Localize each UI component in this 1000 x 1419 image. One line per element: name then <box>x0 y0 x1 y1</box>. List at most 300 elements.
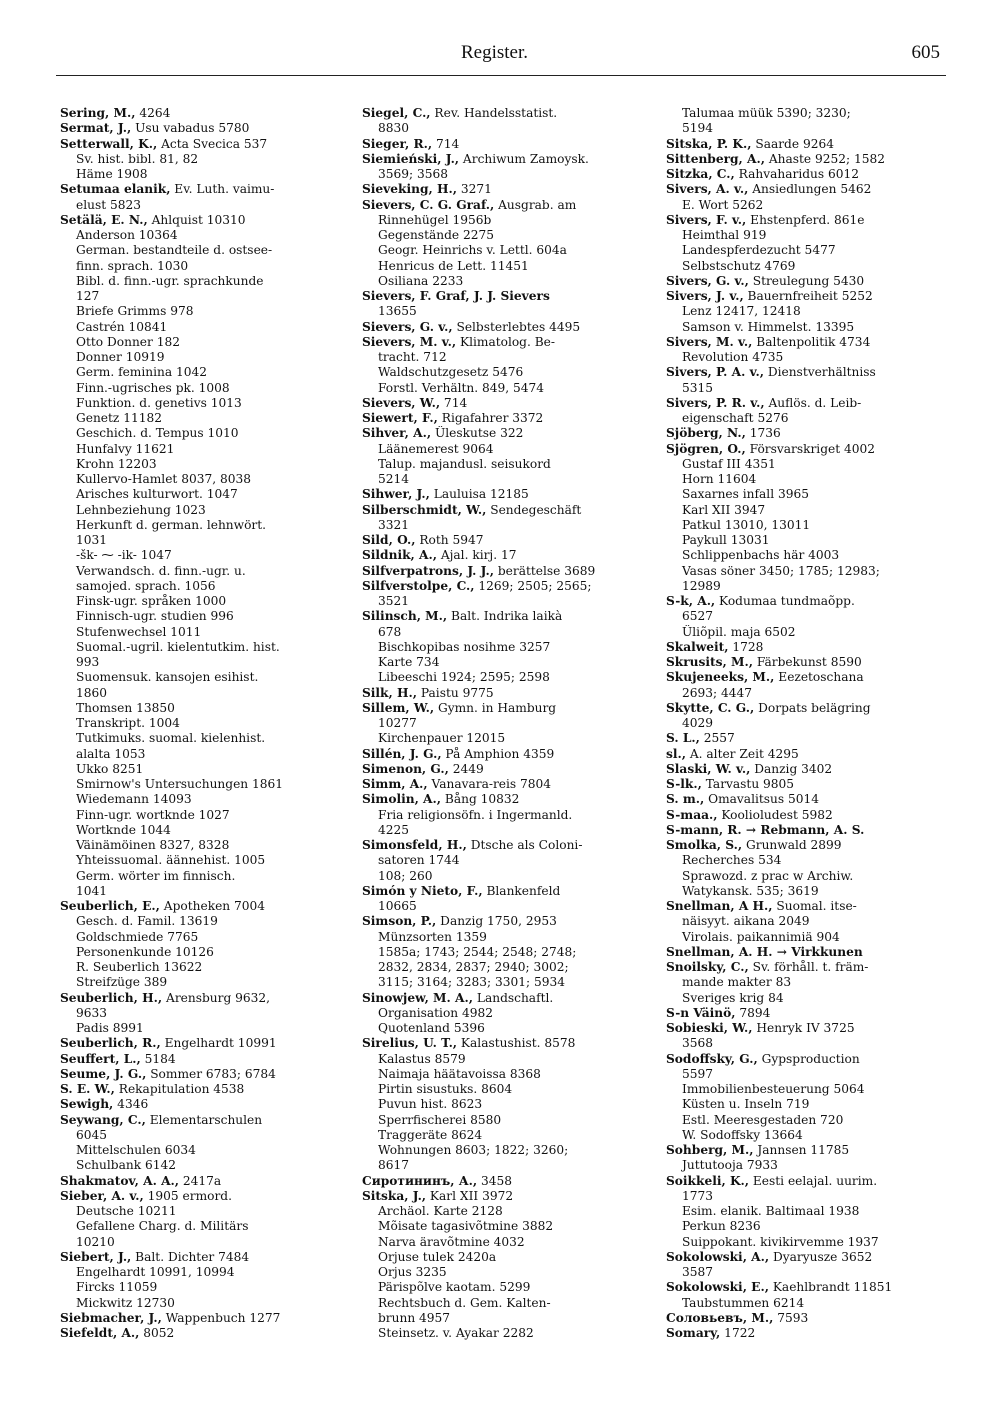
entry-text: Fria religionsöfn. i Ingermanld. <box>378 807 573 822</box>
index-subentry <box>60 975 332 990</box>
index-subentry <box>362 930 634 945</box>
index-subentry <box>362 1158 634 1173</box>
entry-heading: Sildnik, A., <box>362 548 437 563</box>
entry-text: 3115; 3164; 3283; 3301; 5934 <box>378 975 566 990</box>
index-entry <box>666 289 938 304</box>
index-subentry <box>60 716 332 731</box>
entry-text: 1905 ermord. <box>143 1188 232 1203</box>
index-subentry <box>362 1113 634 1128</box>
entry-text: Verwandsch. d. finn.-ugr. u. <box>76 563 246 578</box>
entry-text: Gefallene Charg. d. Militärs <box>76 1219 249 1234</box>
index-subentry <box>666 457 938 472</box>
entry-text: 1860 <box>76 685 108 700</box>
index-entry <box>362 137 634 152</box>
index-entry <box>362 533 634 548</box>
page-title: Register. <box>461 42 529 63</box>
index-entry <box>362 792 634 807</box>
index-subentry <box>60 152 332 167</box>
entry-text: 3458 <box>477 1173 512 1188</box>
index-subentry <box>666 533 938 548</box>
entry-text: 678 <box>378 624 402 639</box>
entry-text: Krohn 12203 <box>76 456 157 471</box>
entry-heading: Siebmacher, J., <box>60 1310 162 1325</box>
entry-text: Tutkimuks. suomal. kielenhist. <box>76 731 266 746</box>
entry-heading: Sohberg, M., <box>666 1143 754 1157</box>
entry-text: samojed. sprach. 1056 <box>76 578 216 593</box>
entry-heading: Seywang, C., <box>60 1112 146 1127</box>
index-entry <box>60 1052 332 1067</box>
index-entry <box>666 213 938 228</box>
entry-text: Engelhardt 10991 <box>160 1036 277 1051</box>
entry-text: 7894 <box>735 1005 771 1020</box>
entry-text: 12989 <box>682 578 721 593</box>
index-entry <box>666 274 938 289</box>
index-subentry <box>666 686 938 701</box>
entry-text: Sveriges krig 84 <box>682 990 784 1005</box>
index-column-3 <box>666 106 938 1341</box>
index-subentry <box>362 1067 634 1082</box>
entry-heading: Sievers, W., <box>362 395 441 410</box>
entry-text: Landespferdezucht 5477 <box>682 243 836 258</box>
entry-heading: Setterwall, K., <box>60 136 158 151</box>
entry-heading: Siegel, C., <box>362 106 431 120</box>
index-subentry <box>362 899 634 914</box>
entry-text: Gegenstände 2275 <box>378 228 494 242</box>
entry-text: Talumaa müük 5390; 3230; <box>682 106 851 120</box>
entry-text: 6527 <box>682 609 714 624</box>
entry-text: 1269; 2505; 2565; <box>474 578 592 593</box>
index-entry <box>666 747 938 762</box>
entry-heading: Soikkeli, K., <box>666 1173 750 1188</box>
entry-heading: Simm, A., <box>362 777 428 791</box>
entry-text: Mõisate tagasivõtmine 3882 <box>378 1219 554 1234</box>
index-entry <box>60 121 332 136</box>
index-subentry <box>362 1280 634 1295</box>
entry-text: Rigafahrer 3372 <box>437 411 544 425</box>
index-entry <box>666 365 938 380</box>
index-subentry <box>60 243 332 258</box>
entry-heading: Simolin, A., <box>362 792 442 807</box>
index-subentry <box>362 1250 634 1265</box>
entry-text: Fircks 11059 <box>76 1280 158 1295</box>
index-subentry <box>60 655 332 670</box>
entry-text: A. alter Zeit 4295 <box>685 746 799 761</box>
entry-text: Puvun hist. 8623 <box>378 1097 483 1112</box>
entry-text: Finsk-ugr. språken 1000 <box>76 594 227 608</box>
index-subentry <box>60 777 332 792</box>
entry-text: Herkunft d. german. lehnwört. <box>76 517 267 532</box>
index-subentry <box>60 914 332 929</box>
entry-text: Otto Donner 182 <box>76 334 180 349</box>
entry-text: Eezetoschana <box>774 670 864 685</box>
index-subentry <box>362 1296 634 1311</box>
entry-text: Ajal. kirj. 17 <box>436 548 517 563</box>
entry-text: German. bestandteile d. ostsee- <box>76 243 273 258</box>
entry-text: 1773 <box>682 1188 714 1203</box>
index-subentry <box>60 518 332 533</box>
entry-text: 8052 <box>139 1326 175 1340</box>
entry-text: Baltenpolitik 4734 <box>752 334 871 349</box>
entry-text: Blankenfeld <box>482 883 561 898</box>
entry-heading: Sewigh, <box>60 1097 114 1112</box>
entry-text: Archiwum Zamoysk. <box>459 151 589 166</box>
entry-text: Elementarschulen <box>145 1112 263 1127</box>
index-subentry <box>666 487 938 502</box>
entry-text: Wappenbuch 1277 <box>161 1310 281 1325</box>
entry-text: Danzig 3402 <box>750 761 833 776</box>
entry-heading: Sobieski, W., <box>666 1021 753 1035</box>
index-entry <box>60 137 332 152</box>
entry-text: Sendegeschäft <box>486 502 582 517</box>
entry-heading: Sokolowski, A., <box>666 1249 770 1264</box>
index-subentry <box>60 304 332 319</box>
index-entry <box>362 198 634 213</box>
index-subentry <box>362 670 634 685</box>
index-subentry <box>666 625 938 640</box>
index-subentry <box>362 960 634 975</box>
entry-heading: Silk, H., <box>362 685 417 700</box>
index-subentry <box>666 472 938 487</box>
index-subentry <box>60 533 332 548</box>
index-subentry <box>362 1052 634 1067</box>
entry-heading: Sinowjew, M. A., <box>362 990 473 1005</box>
entry-text: Steinsetz. v. Ayakar 2282 <box>378 1326 534 1340</box>
entry-text: Balt. Dichter 7484 <box>131 1249 250 1264</box>
entry-text: Finn.-ugrisches pk. 1008 <box>76 380 230 395</box>
index-entry <box>362 564 634 579</box>
index-entry <box>666 1280 938 1295</box>
entry-text: Padis 8991 <box>76 1021 144 1035</box>
entry-heading: Snoilsky, C., <box>666 960 749 974</box>
entry-text: Kullervo-Hamlet 8037, 8038 <box>76 472 251 486</box>
index-subentry <box>666 991 938 1006</box>
entry-text: elust 5823 <box>76 197 142 212</box>
entry-text: Yhteissuomal. äännehist. 1005 <box>76 853 266 868</box>
index-subentry <box>362 869 634 884</box>
entry-text: 3521 <box>378 594 410 608</box>
index-subentry <box>666 609 938 624</box>
entry-heading: S-k, A., <box>666 594 716 608</box>
entry-text: 2557 <box>699 731 735 746</box>
index-subentry <box>60 640 332 655</box>
entry-text: mande makter 83 <box>682 975 792 990</box>
entry-text: 2449 <box>448 761 484 776</box>
entry-text: 1041 <box>76 883 108 898</box>
entry-heading: Skujeneeks, M., <box>666 670 775 685</box>
entry-heading: Skytte, C. G., <box>666 700 755 715</box>
entry-text: 4264 <box>135 106 171 120</box>
entry-text: 3271 <box>456 182 492 197</box>
entry-text: 5184 <box>140 1051 176 1066</box>
entry-text: näisyyt. aikana 2049 <box>682 914 810 929</box>
index-subentry <box>60 625 332 640</box>
entry-text: Sv. förhåll. t. främ- <box>748 960 869 974</box>
entry-text: Wohnungen 8603; 1822; 3260; <box>378 1143 569 1157</box>
entry-heading: Sihwer, J., <box>362 487 430 502</box>
entry-text: Roth 5947 <box>415 533 484 547</box>
entry-heading: Sillén, J. G., <box>362 746 442 761</box>
entry-text: tracht. 712 <box>378 350 447 364</box>
entry-text: Ukko 8251 <box>76 761 144 776</box>
entry-text: Estl. Meeresgestaden 720 <box>682 1112 844 1127</box>
entry-text: 5597 <box>682 1066 714 1081</box>
entry-text: Ehstenpferd. 861e <box>746 212 865 227</box>
index-subentry <box>362 365 634 380</box>
entry-text: 9633 <box>76 1005 108 1020</box>
index-entry <box>666 396 938 411</box>
entry-heading: Setälä, E. N., <box>60 212 148 227</box>
page-header <box>56 42 946 72</box>
entry-heading: Seuberlich, H., <box>60 990 163 1005</box>
entry-text: Talup. majandusl. seisukord <box>378 456 551 471</box>
index-subentry <box>60 686 332 701</box>
entry-text: Wiedemann 14093 <box>76 792 192 807</box>
index-entry <box>362 1189 634 1204</box>
entry-heading: Sitska, J., <box>362 1188 427 1203</box>
index-entry <box>60 1326 332 1341</box>
index-subentry <box>666 853 938 868</box>
entry-text: 2832, 2834, 2837; 2940; 3002; <box>378 960 569 974</box>
index-entry <box>666 808 938 823</box>
entry-text: Streifzüge 389 <box>76 975 168 990</box>
index-subentry <box>362 945 634 960</box>
entry-heading: Setumaa elanik, <box>60 182 171 197</box>
index-subentry <box>60 259 332 274</box>
index-subentry <box>362 1326 634 1341</box>
index-subentry <box>666 518 938 533</box>
entry-text: Jannsen 11785 <box>753 1143 850 1157</box>
index-entry <box>60 1036 332 1051</box>
index-subentry <box>60 320 332 335</box>
index-entry <box>362 609 634 624</box>
index-subentry <box>362 213 634 228</box>
index-subentry <box>60 426 332 441</box>
entry-text: Hunfalvy 11621 <box>76 441 175 456</box>
index-column-2 <box>362 106 634 1341</box>
entry-text: Dyaryusze 3652 <box>769 1249 873 1264</box>
index-subentry <box>362 1204 634 1219</box>
index-subentry <box>60 762 332 777</box>
entry-text: Kirchenpauer 12015 <box>378 731 506 746</box>
index-subentry <box>60 289 332 304</box>
index-entry <box>60 1082 332 1097</box>
entry-heading: Sievers, F. Graf, J. J. Sievers <box>362 289 550 303</box>
index-entry <box>362 1174 634 1189</box>
entry-heading: Sillem, W., <box>362 700 435 715</box>
index-entry <box>666 1326 938 1341</box>
index-entry <box>60 1113 332 1128</box>
index-subentry <box>362 259 634 274</box>
index-subentry <box>60 381 332 396</box>
index-subentry <box>60 472 332 487</box>
index-subentry <box>666 1067 938 1082</box>
index-subentry <box>60 335 332 350</box>
index-subentry <box>362 518 634 533</box>
index-subentry <box>60 930 332 945</box>
index-entry <box>666 152 938 167</box>
index-subentry <box>362 457 634 472</box>
index-entry <box>362 884 634 899</box>
entry-text: Immobilienbesteuerung 5064 <box>682 1082 865 1096</box>
index-subentry <box>362 274 634 289</box>
index-entry <box>666 335 938 350</box>
index-subentry <box>60 503 332 518</box>
index-subentry <box>362 731 634 746</box>
index-entry <box>60 991 332 1006</box>
entry-text: Narva äravõtmine 4032 <box>378 1234 525 1249</box>
entry-heading: S-n Väinö, <box>666 1005 736 1020</box>
entry-text: Acta Svecica 537 <box>157 136 268 151</box>
entry-text: Ahaste 9252; 1582 <box>764 151 885 166</box>
index-subentry <box>362 716 634 731</box>
index-subentry <box>666 579 938 594</box>
entry-heading: S-maa., <box>666 807 718 822</box>
entry-heading: Silfverpatrons, J. J., <box>362 563 494 578</box>
entry-text: Virolais. paikannimiä 904 <box>682 929 840 944</box>
entry-text: Arisches kulturwort. 1047 <box>76 487 238 502</box>
index-subentry <box>60 198 332 213</box>
index-entry <box>666 792 938 807</box>
entry-text: Geogr. Heinrichs v. Lettl. 604a <box>378 243 567 258</box>
entry-heading: Sieger, R., <box>362 136 433 151</box>
entry-text: Streulegung 5430 <box>748 273 865 288</box>
entry-text: Henryk IV 3725 <box>752 1021 855 1035</box>
entry-text: Apotheken 7004 <box>159 899 266 913</box>
index-subentry <box>362 1128 634 1143</box>
entry-text: E. Wort 5262 <box>682 197 764 212</box>
index-subentry <box>666 503 938 518</box>
entry-heading: S-lk., <box>666 777 702 791</box>
entry-text: Kodumaa tundmaõpp. <box>715 594 855 608</box>
entry-text: Castrén 10841 <box>76 319 168 334</box>
index-subentry <box>666 304 938 319</box>
entry-text: Paykull 13031 <box>682 533 770 547</box>
entry-text: Orjus 3235 <box>378 1265 447 1279</box>
entry-heading: Seuffert, L., <box>60 1051 141 1066</box>
entry-text: Ansiedlungen 5462 <box>748 182 872 197</box>
entry-text: 8830 <box>378 121 410 136</box>
index-subentry <box>60 960 332 975</box>
index-entry <box>362 411 634 426</box>
entry-text: 4029 <box>682 716 714 730</box>
index-entry <box>666 1021 938 1036</box>
entry-text: Naimaja häätavoissa 8368 <box>378 1066 541 1081</box>
entry-text: Ausgrab. am <box>494 197 577 212</box>
index-subentry <box>666 716 938 731</box>
entry-text: Häme 1908 <box>76 167 148 181</box>
index-subentry <box>362 350 634 365</box>
entry-text: Karl XII 3947 <box>682 502 766 517</box>
entry-text: Sv. hist. bibl. 81, 82 <box>76 151 199 166</box>
index-subentry <box>666 106 938 121</box>
index-subentry <box>666 1235 938 1250</box>
entry-heading: Siebert, J., <box>60 1249 132 1264</box>
index-subentry <box>60 594 332 609</box>
index-subentry <box>60 1021 332 1036</box>
index-entry <box>60 182 332 197</box>
entry-text: Vasas söner 3450; 1785; 12983; <box>682 563 880 578</box>
index-entry <box>362 701 634 716</box>
entry-heading: Sieber, A. v., <box>60 1188 144 1203</box>
entry-text: Bischkopibas nosihme 3257 <box>378 639 551 654</box>
index-entry <box>60 106 332 121</box>
index-subentry <box>666 1296 938 1311</box>
entry-heading: Sokolowski, E., <box>666 1280 769 1295</box>
index-entry <box>666 960 938 975</box>
entry-text: Rinnehügel 1956b <box>378 212 492 227</box>
index-subentry <box>666 975 938 990</box>
index-subentry <box>666 243 938 258</box>
entry-heading: Silberschmidt, W., <box>362 502 487 517</box>
index-subentry <box>666 1128 938 1143</box>
entry-text: Ev. Luth. vaimu- <box>170 182 275 197</box>
entry-text: Samson v. Himmelst. 13395 <box>682 319 855 334</box>
entry-text: 3569; 3568 <box>378 167 449 181</box>
index-entry <box>362 686 634 701</box>
entry-heading: Sivers, P. A. v., <box>666 365 764 380</box>
index-subentry <box>60 853 332 868</box>
entry-text: 10210 <box>76 1234 115 1249</box>
entry-heading: Siemieński, J., <box>362 151 460 166</box>
index-subentry <box>362 1311 634 1326</box>
entry-text: Taubstummen 6214 <box>682 1295 805 1310</box>
entry-text: -šk- ⁓ -ik- 1047 <box>76 548 172 563</box>
entry-heading: Sering, M., <box>60 106 136 120</box>
entry-text: Organisation 4982 <box>378 1005 494 1020</box>
entry-text: 10277 <box>378 716 417 730</box>
entry-heading: Sittenberg, A., <box>666 151 765 166</box>
index-entry <box>362 320 634 335</box>
entry-text: Suomal. itse- <box>772 899 857 913</box>
index-entry <box>362 747 634 762</box>
index-subentry <box>60 1204 332 1219</box>
entry-text: Dtsche als Coloni- <box>466 838 583 852</box>
index-entry <box>60 213 332 228</box>
entry-text: Saxarnes infall 3965 <box>682 487 809 502</box>
index-entry <box>362 152 634 167</box>
entry-text: Mittelschulen 6034 <box>76 1143 196 1157</box>
index-subentry <box>60 747 332 762</box>
index-entry <box>362 838 634 853</box>
entry-text: Smirnow's Untersuchungen 1861 <box>76 777 284 791</box>
entry-text: Rahvaharidus 6012 <box>734 167 860 181</box>
entry-text: 1736 <box>745 426 781 441</box>
entry-text: Orjuse tulek 2420a <box>378 1249 497 1264</box>
index-entry <box>666 1250 938 1265</box>
entry-text: Koolioludest 5982 <box>717 807 833 822</box>
index-subentry <box>362 640 634 655</box>
index-entry <box>362 426 634 441</box>
entry-text: Sperrfischerei 8580 <box>378 1112 502 1127</box>
index-entry <box>60 1067 332 1082</box>
entry-text: eigenschaft 5276 <box>682 411 789 425</box>
index-subentry <box>362 472 634 487</box>
index-subentry <box>60 731 332 746</box>
index-subentry <box>362 1006 634 1021</box>
index-subentry <box>666 1265 938 1280</box>
index-subentry <box>60 869 332 884</box>
index-subentry <box>666 1082 938 1097</box>
entry-text: 4346 <box>113 1097 149 1112</box>
index-subentry <box>362 381 634 396</box>
entry-text: 714 <box>440 395 468 410</box>
entry-text: brunn 4957 <box>378 1310 451 1325</box>
entry-heading: Siewert, F., <box>362 411 438 425</box>
entry-text: Vanavara-reis 7804 <box>427 777 552 791</box>
index-subentry <box>60 1280 332 1295</box>
entry-text: Suomensuk. kansojen esihist. <box>76 670 259 685</box>
index-entry <box>60 899 332 914</box>
